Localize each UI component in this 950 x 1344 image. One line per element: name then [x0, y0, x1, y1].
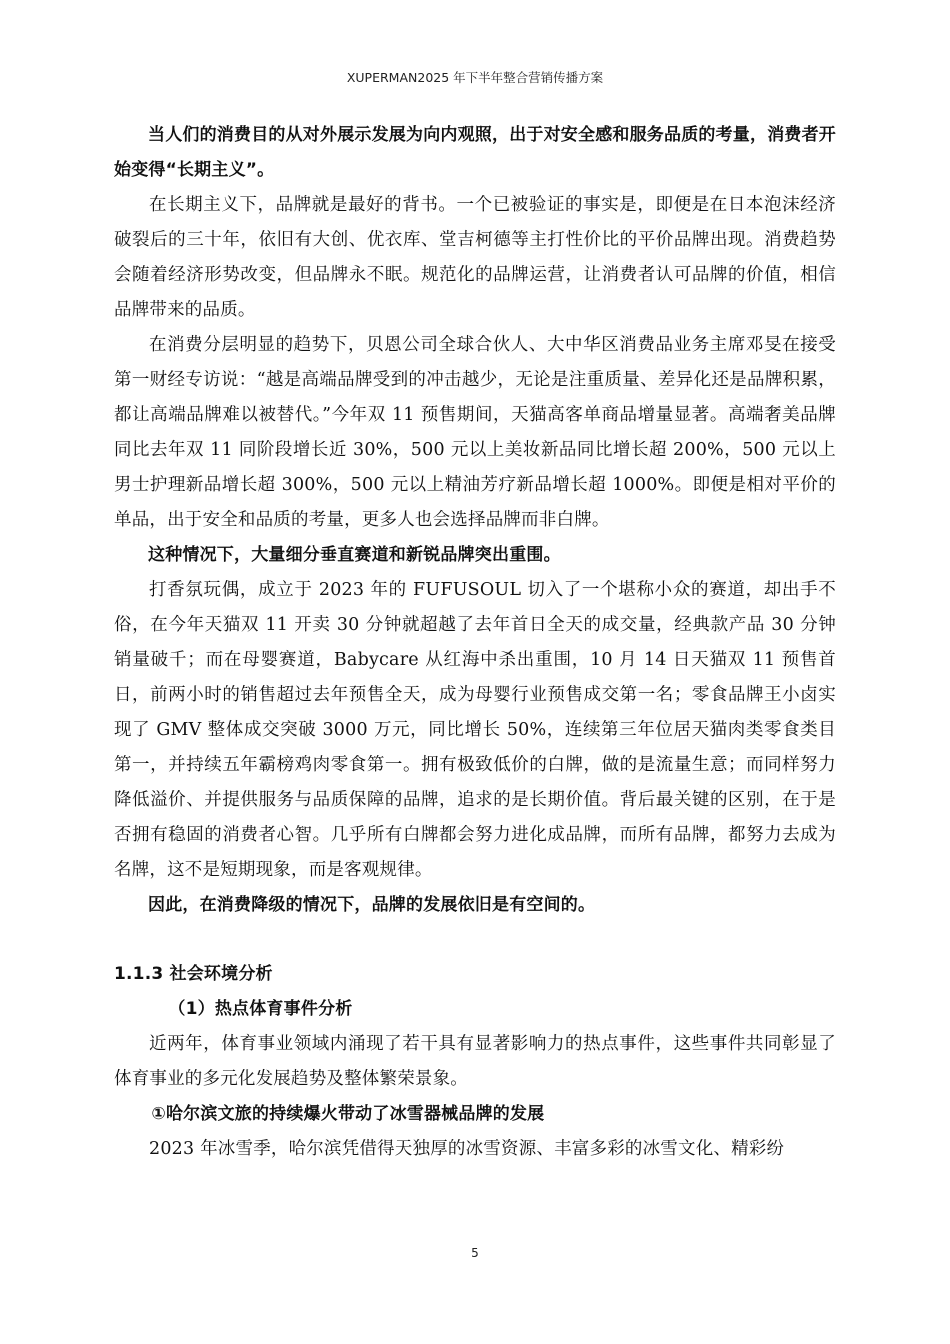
- point-heading-harbin: ①哈尔滨文旅的持续爆火带动了冰雪器械品牌的发展: [151, 1104, 545, 1124]
- section-spacer: [114, 923, 836, 957]
- paragraph-brand-examples: 打香氛玩偶，成立于 2023 年的 FUFUSOUL 切入了一个堪称小众的赛道，却出手不俗，在今年天猫双 11 开卖 30 分钟就超越了去年首日全天的成交量，经典款产品 30 分钟销量破千；而在母婴赛道，Babycare 从红海中杀出重围，10 月 14 日天猫双 11 预售首日，前两小时的销售超过去年预售全天，成为母婴行业预售成交第一名；零食品牌王小卤实现了 GMV 整体成交突破 3000 万元，同比增长 50%，连续第三年位居天猫肉类零食类目第一，并持续五年霸榜鸡肉零食第一。拥有极致低价的白牌，做的是流量生意；而同样努力降低溢价、并提供服务与品质保障的品牌，追求的是长期价值。背后最关键的区别，在于是否拥有稳固的消费者心智。几乎所有白牌都会努力进化成品牌，而所有品牌，都努力去成为名牌，这不是短期现象，而是客观规律。: [114, 580, 836, 880]
- paragraph-harbin: 2023 年冰雪季，哈尔滨凭借得天独厚的冰雪资源、丰富多彩的冰雪文化、精彩纷: [149, 1139, 785, 1159]
- page-content: [114, 118, 836, 1167]
- subsection-heading: （1）热点体育事件分析: [168, 999, 353, 1019]
- paragraph-conclusion: 因此，在消费降级的情况下，品牌的发展依旧是有空间的。: [148, 895, 596, 915]
- page-header: XUPERMAN2025 年下半年整合营销传播方案: [346, 70, 604, 85]
- section-heading: 1.1.3 社会环境分析: [114, 964, 273, 984]
- paragraph-long-termism: 当人们的消费目的从对外展示发展为向内观照，出于对安全感和服务品质的考量，消费者开始变得“长期主义”。: [114, 125, 836, 180]
- paragraph-new-brands-emphasis: 这种情况下，大量细分垂直赛道和新锐品牌突出重围。: [148, 545, 561, 565]
- paragraph-brand-endorsement: 在长期主义下，品牌就是最好的背书。一个已被验证的事实是，即便是在日本泡沫经济破裂后的三十年，依旧有大创、优衣库、堂吉柯德等主打性价比的平价品牌出现。消费趋势会随着经济形势改变，但品牌永不眠。规范化的品牌运营，让消费者认可品牌的价值，相信品牌带来的品质。: [114, 195, 836, 320]
- paragraph-sports-intro: 近两年，体育事业领域内涌现了若干具有显著影响力的热点事件，这些事件共同彰显了体育事业的多元化发展趋势及整体繁荣景象。: [114, 1034, 836, 1089]
- page-number: 5: [471, 1246, 479, 1260]
- paragraph-consumption-stratification: 在消费分层明显的趋势下，贝恩公司全球合伙人、大中华区消费品业务主席邓旻在接受第一财经专访说：“越是高端品牌受到的冲击越少，无论是注重质量、差异化还是品牌积累，都让高端品牌难以被替代。”今年双 11 预售期间，天猫高客单商品增量显著。高端奢美品牌同比去年双 11 同阶段增长近 30%，500 元以上美妆新品同比增长超 200%，500 元以上男士护理新品增长超 300%，500 元以上精油芳疗新品增长超 1000%。即便是相对平价的单品，出于安全和品质的考量，更多人也会选择品牌而非白牌。: [114, 335, 836, 530]
